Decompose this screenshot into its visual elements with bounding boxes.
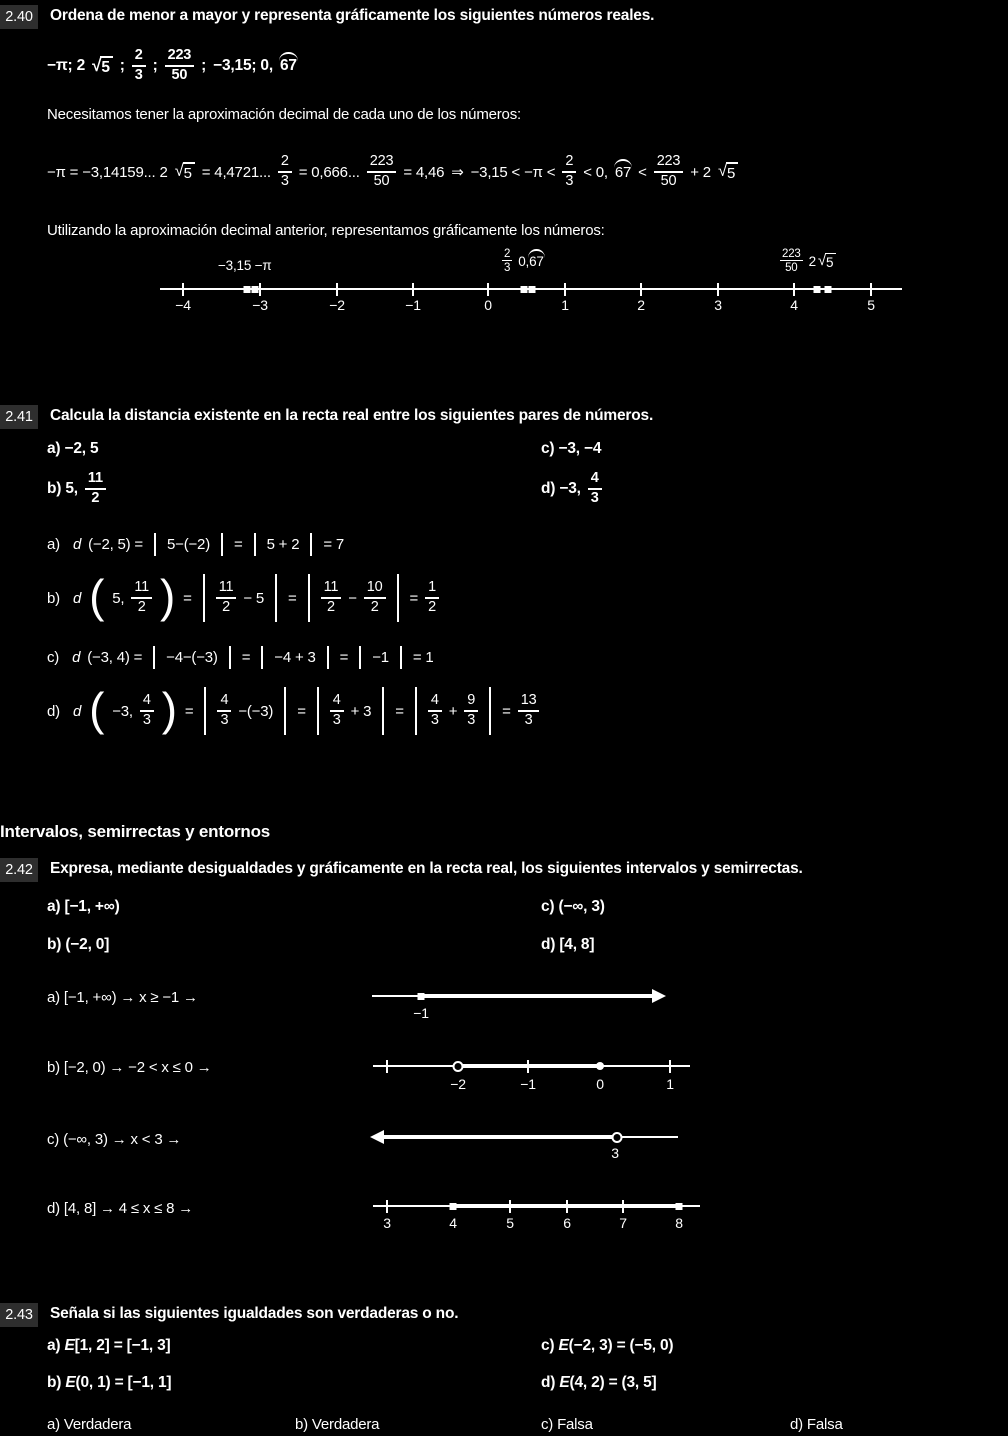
number-line-2-40	[150, 246, 920, 316]
number-line-b	[370, 1040, 705, 1092]
tick-label: −1	[405, 297, 421, 313]
entorno-symbol: E	[558, 1337, 569, 1354]
math-text: =	[395, 702, 404, 720]
numerator: 4	[217, 693, 231, 712]
arrowhead-left-icon	[370, 1130, 384, 1144]
tick-label: −2	[329, 297, 345, 313]
exercise-title: Expresa, mediante desigualdades y gráficamente en la recta real, los siguientes intervalos y semirrectas.	[50, 860, 803, 877]
math-text: =	[183, 589, 192, 607]
math-text: =	[288, 589, 297, 607]
math-text: −4 + 3	[274, 648, 316, 666]
big-paren: )	[160, 570, 176, 623]
denominator: 3	[430, 712, 439, 728]
denominator: 2	[428, 599, 436, 615]
tick-mark	[182, 283, 184, 296]
point-marker	[825, 286, 832, 293]
item-b: b) (−2, 0]	[47, 936, 110, 953]
abs-bar	[382, 687, 384, 735]
abs-bar	[284, 687, 286, 735]
denominator: 3	[280, 173, 289, 189]
math-text: d) −3,	[541, 480, 581, 497]
tick-label: −4	[175, 297, 191, 313]
point-marker	[676, 1203, 683, 1210]
solution-d	[47, 682, 539, 740]
tick-label: 4	[449, 1215, 457, 1231]
abs-bar	[359, 646, 361, 669]
tick-label: 5	[506, 1215, 514, 1231]
exercise-number-badge: 2.43	[0, 1303, 38, 1327]
math-text: b) 5,	[47, 480, 78, 497]
denominator: 2	[222, 599, 230, 615]
numerator: 9	[464, 693, 478, 712]
abs-bar	[489, 687, 491, 735]
tick-label: 4	[790, 297, 798, 313]
denominator: 50	[373, 173, 390, 189]
fraction	[132, 48, 146, 83]
solution-c	[47, 643, 434, 671]
tick-mark	[640, 283, 642, 296]
tick-label: −1	[520, 1076, 536, 1092]
math-text: =	[409, 589, 419, 607]
tick-label: −1	[413, 1005, 429, 1021]
tick-mark	[487, 283, 489, 296]
tick-label: 3	[383, 1215, 391, 1231]
item-label: b)	[47, 589, 60, 607]
abs-bar	[415, 687, 417, 735]
numerator: 2	[562, 154, 576, 173]
big-paren: )	[161, 683, 177, 736]
denominator: 50	[660, 173, 677, 189]
tick-mark	[622, 1200, 624, 1213]
fraction	[588, 471, 602, 506]
sqrt-symbol: √ 5	[175, 162, 195, 182]
abs-bar	[254, 533, 256, 556]
item-a: a) [−1, +∞)	[47, 898, 120, 915]
numerator: 223	[165, 48, 195, 67]
tick-label: 0	[484, 297, 492, 313]
entorno-symbol: E	[64, 1337, 75, 1354]
point-label: −3,15 −π	[218, 258, 272, 273]
big-paren: (	[89, 570, 105, 623]
abs-bar	[308, 574, 310, 622]
denominator: 3	[134, 67, 143, 83]
section-heading: Intervalos, semirrectas y entornos	[0, 822, 271, 841]
implies-arrow: ⇒	[451, 164, 464, 181]
math-text: 5,	[112, 589, 125, 607]
item-c: c) E(−2, 3) = (−5, 0)	[541, 1337, 674, 1354]
explanation-text: Utilizando la aproximación decimal anterior, representamos gráficamente los números:	[47, 222, 605, 239]
math-text: −1	[372, 648, 389, 666]
math-text: <	[638, 163, 647, 181]
point-marker	[814, 286, 821, 293]
item-a: a) E[1, 2] = [−1, 3]	[47, 1337, 171, 1354]
math-text: − 5	[243, 589, 265, 607]
item-label: c)	[47, 648, 60, 666]
abs-bar	[204, 687, 206, 735]
denominator: 3	[332, 712, 341, 728]
numerator: 4	[140, 693, 154, 712]
math-text: =	[234, 535, 243, 553]
sqrt-symbol: √ 5	[92, 56, 113, 77]
explanation-text: Necesitamos tener la aproximación decimal de cada uno de los números:	[47, 106, 521, 123]
math-text: = 7	[323, 535, 345, 553]
entorno-symbol: E	[559, 1374, 570, 1391]
tick-mark	[336, 283, 338, 296]
open-endpoint	[612, 1132, 623, 1143]
abs-bar	[154, 533, 156, 556]
math-text: 5 + 2	[266, 535, 300, 553]
numerator: 2	[504, 248, 511, 260]
solution-d-text: d) [4, 8] → 4 ≤ x ≤ 8 →	[47, 1200, 194, 1217]
numerator: 11	[321, 580, 342, 599]
point-marker	[529, 286, 536, 293]
exercise-title: Ordena de menor a mayor y representa gráficamente los siguientes números reales.	[50, 7, 655, 24]
distance-function: d	[72, 648, 81, 666]
point-marker	[521, 286, 528, 293]
math-text: 0,67	[518, 253, 544, 269]
denominator: 3	[524, 712, 533, 728]
fraction	[330, 693, 344, 728]
math-text: 2	[808, 253, 816, 269]
math-text: = 4,4721...	[201, 163, 271, 181]
math-text: −	[348, 589, 357, 607]
numerator: 2	[132, 48, 146, 67]
math-text: −3,	[112, 702, 133, 720]
math-text: = 4,46	[403, 163, 445, 181]
fraction	[216, 580, 237, 615]
fraction	[654, 154, 684, 189]
interval-segment	[421, 994, 654, 998]
math-text: ;	[201, 57, 207, 74]
distance-function: d	[72, 702, 82, 720]
math-text: + 3	[350, 702, 372, 720]
fraction	[780, 248, 803, 274]
item-label: a)	[47, 535, 60, 553]
abs-bar	[400, 646, 402, 669]
tick-mark	[386, 1200, 388, 1213]
point-label	[780, 248, 836, 274]
abs-bar	[310, 533, 312, 556]
given-numbers-row	[47, 44, 297, 88]
math-text: =	[339, 648, 349, 666]
denominator: 2	[137, 599, 146, 615]
repeating-decimal: 67	[529, 253, 544, 269]
math-text: =	[502, 702, 511, 720]
math-text: −3,15; 0,	[213, 57, 273, 74]
distance-function: d	[72, 535, 82, 553]
tick-mark	[386, 1060, 388, 1073]
abs-bar	[317, 687, 319, 735]
numerator: 223	[654, 154, 684, 173]
math-text: =	[297, 702, 306, 720]
numerator: 13	[518, 693, 540, 712]
math-text: −π; 2	[47, 57, 86, 74]
item-label: d)	[47, 702, 60, 720]
open-endpoint	[453, 1061, 464, 1072]
abs-bar	[229, 646, 231, 669]
number-line-d	[370, 1185, 710, 1235]
abs-bar	[275, 574, 277, 622]
fraction	[278, 154, 292, 189]
answer-d: d) Falsa	[790, 1416, 843, 1433]
fraction	[428, 693, 442, 728]
fraction	[321, 580, 342, 615]
fraction	[364, 580, 386, 615]
fraction	[131, 580, 152, 615]
exercise-number-badge: 2.42	[0, 858, 38, 882]
big-paren: (	[89, 683, 105, 736]
math-text: ;	[119, 57, 125, 74]
entorno-symbol: E	[65, 1374, 76, 1391]
abs-bar	[153, 646, 155, 669]
point-marker	[418, 993, 425, 1000]
math-text: 5−(−2)	[167, 535, 210, 553]
item-d: d) [4, 8]	[541, 936, 595, 953]
denominator: 3	[142, 712, 151, 728]
tick-mark	[564, 283, 566, 296]
tick-label: 7	[619, 1215, 627, 1231]
sqrt-symbol: √ 5	[818, 253, 836, 270]
fraction	[562, 154, 576, 189]
exercise-number-badge: 2.40	[0, 5, 38, 29]
numerator: 11	[216, 580, 237, 599]
math-text: (−2, 5) =	[88, 535, 143, 553]
math-text: −(−3)	[238, 702, 274, 720]
fraction	[502, 248, 512, 274]
number-line-c	[370, 1118, 700, 1170]
numerator: 11	[131, 580, 152, 599]
tick-mark	[259, 283, 261, 296]
denominator: 3	[565, 173, 574, 189]
numerator: 4	[330, 693, 344, 712]
answer-b: b) Verdadera	[295, 1416, 380, 1433]
tick-mark	[509, 1200, 511, 1213]
tick-mark	[527, 1060, 529, 1073]
denominator: 3	[220, 712, 229, 728]
tick-label: −3	[252, 297, 268, 313]
tick-label: 5	[867, 297, 875, 313]
math-text: +	[448, 702, 458, 720]
answer-c: c) Falsa	[541, 1416, 593, 1433]
exercise-number-badge: 2.41	[0, 405, 38, 429]
point-marker	[450, 1203, 457, 1210]
math-text: =	[184, 702, 194, 720]
solution-a-text: a) [−1, +∞) → x ≥ −1 →	[47, 989, 198, 1006]
numerator: 10	[364, 580, 386, 599]
tick-mark	[566, 1200, 568, 1213]
math-text: (−3, 4) =	[87, 648, 143, 666]
tick-label: 2	[637, 297, 645, 313]
tick-mark	[793, 283, 795, 296]
math-text: = 0,666...	[298, 163, 360, 181]
denominator: 3	[467, 712, 476, 728]
item-c: c) −3, −4	[541, 440, 602, 457]
repeating-decimal: 67	[279, 57, 297, 74]
exercise-title: Señala si las siguientes igualdades son verdaderas o no.	[50, 1305, 459, 1322]
tick-mark	[717, 283, 719, 296]
math-text: −3,15 < −π <	[470, 163, 556, 181]
item-d	[541, 468, 602, 510]
exercise-title: Calcula la distancia existente en la recta real entre los siguientes pares de números.	[50, 407, 654, 424]
denominator: 50	[785, 262, 798, 275]
approximation-row	[47, 146, 738, 198]
math-text: < 0,	[583, 163, 608, 181]
fraction	[518, 693, 540, 728]
fraction	[464, 693, 478, 728]
closed-endpoint	[596, 1062, 604, 1070]
fraction	[425, 580, 439, 615]
tick-mark	[412, 283, 414, 296]
tick-label: 6	[563, 1215, 571, 1231]
interval-segment	[382, 1135, 617, 1139]
math-text: −4−(−3)	[166, 648, 218, 666]
tick-label: 1	[561, 297, 569, 313]
tick-label: 1	[666, 1076, 674, 1092]
fraction	[217, 693, 231, 728]
denominator: 50	[171, 67, 188, 83]
abs-bar	[221, 533, 223, 556]
denominator: 2	[370, 599, 379, 615]
fraction	[140, 693, 154, 728]
math-text: −π = −3,14159... 2	[47, 163, 168, 181]
answer-a: a) Verdadera	[47, 1416, 132, 1433]
abs-bar	[261, 646, 263, 669]
number-line-a	[370, 976, 695, 1021]
tick-label: 8	[675, 1215, 683, 1231]
solution-c-text: c) (−∞, 3) → x < 3 →	[47, 1131, 182, 1148]
denominator: 3	[590, 490, 599, 506]
solution-a	[47, 530, 344, 558]
item-b: b) E(0, 1) = [−1, 1]	[47, 1374, 172, 1391]
sqrt-symbol: √ 5	[718, 162, 738, 182]
tick-label: 0	[596, 1076, 604, 1092]
numerator: 1	[425, 580, 439, 599]
solution-b	[47, 570, 439, 626]
numerator: 223	[782, 248, 801, 260]
math-text: ;	[152, 57, 158, 74]
denominator: 2	[91, 490, 100, 506]
arrowhead-right-icon	[652, 989, 666, 1003]
abs-bar	[203, 574, 205, 622]
tick-label: −2	[450, 1076, 466, 1092]
fraction	[367, 154, 397, 189]
tick-label: 3	[611, 1145, 619, 1161]
point-label	[502, 248, 544, 274]
numerator: 4	[588, 471, 602, 490]
numerator: 223	[367, 154, 397, 173]
solution-b-text: b) [−2, 0) → −2 < x ≤ 0 →	[47, 1059, 212, 1076]
abs-bar	[327, 646, 329, 669]
numerator: 2	[278, 154, 292, 173]
abs-bar	[397, 574, 399, 622]
tick-mark	[870, 283, 872, 296]
denominator: 3	[504, 262, 511, 275]
item-d: d) E(4, 2) = (3, 5]	[541, 1374, 657, 1391]
tick-mark	[669, 1060, 671, 1073]
point-marker	[252, 286, 259, 293]
point-marker	[244, 286, 251, 293]
numerator: 11	[85, 471, 106, 490]
math-text: = 1	[412, 648, 434, 666]
item-b	[47, 468, 106, 510]
interval-segment	[458, 1064, 600, 1068]
fraction	[85, 471, 106, 506]
denominator: 2	[326, 599, 335, 615]
numerator: 4	[428, 693, 442, 712]
fraction	[165, 48, 195, 83]
math-text: =	[241, 648, 251, 666]
repeating-decimal: 67	[614, 163, 632, 181]
tick-label: 3	[714, 297, 722, 313]
math-text: + 2	[690, 163, 711, 181]
item-a: a) −2, 5	[47, 440, 99, 457]
item-c: c) (−∞, 3)	[541, 898, 605, 915]
axis-line	[617, 1136, 678, 1138]
distance-function: d	[72, 589, 82, 607]
